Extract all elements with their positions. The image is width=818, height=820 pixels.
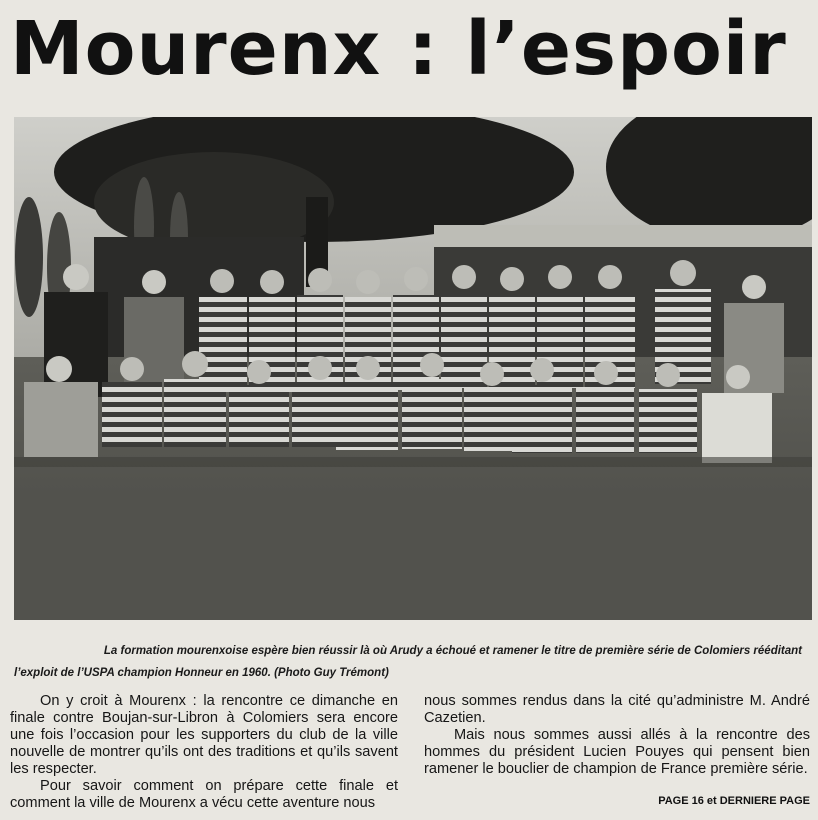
- caption-line-2: l’exploit de l’USPA champion Honneur en 1960. (Photo Guy Trémont): [14, 667, 389, 679]
- article-column-1: [10, 693, 398, 812]
- caption-line-1: La formation mourenxoise espère bien réussir là où Arudy a échoué et ramener le titre de première série de Colomiers rééditant: [103, 645, 802, 657]
- photo-caption: [14, 640, 812, 684]
- column1-paragraph-2: Pour savoir comment on prépare cette finale et comment la ville de Mourenx a vécu cette aventure nous: [10, 778, 398, 811]
- column1-paragraph-1: On y croit à Mourenx : la rencontre ce dimanche en finale contre Boujan-sur-Libron à Colomiers sera encore une fois l’occasion pour les supporters du club de la ville nouvelle de montrer qu’ils ont des traditions et qu’ils savent les respecter.: [10, 693, 398, 777]
- article-column-2: [424, 693, 810, 778]
- team-photo: [14, 117, 812, 620]
- headline: Mourenx : l’espoir: [10, 6, 787, 92]
- column2-paragraph-1: nous sommes rendus dans la cité qu’administre M. André Cazetien.: [424, 693, 810, 726]
- column2-paragraph-2: Mais nous sommes aussi allés à la rencontre des hommes du président Lucien Pouyes qui pensent bien ramener le bouclier de champion de France première série.: [424, 727, 810, 777]
- page-reference: PAGE 16 et DERNIERE PAGE: [658, 795, 810, 807]
